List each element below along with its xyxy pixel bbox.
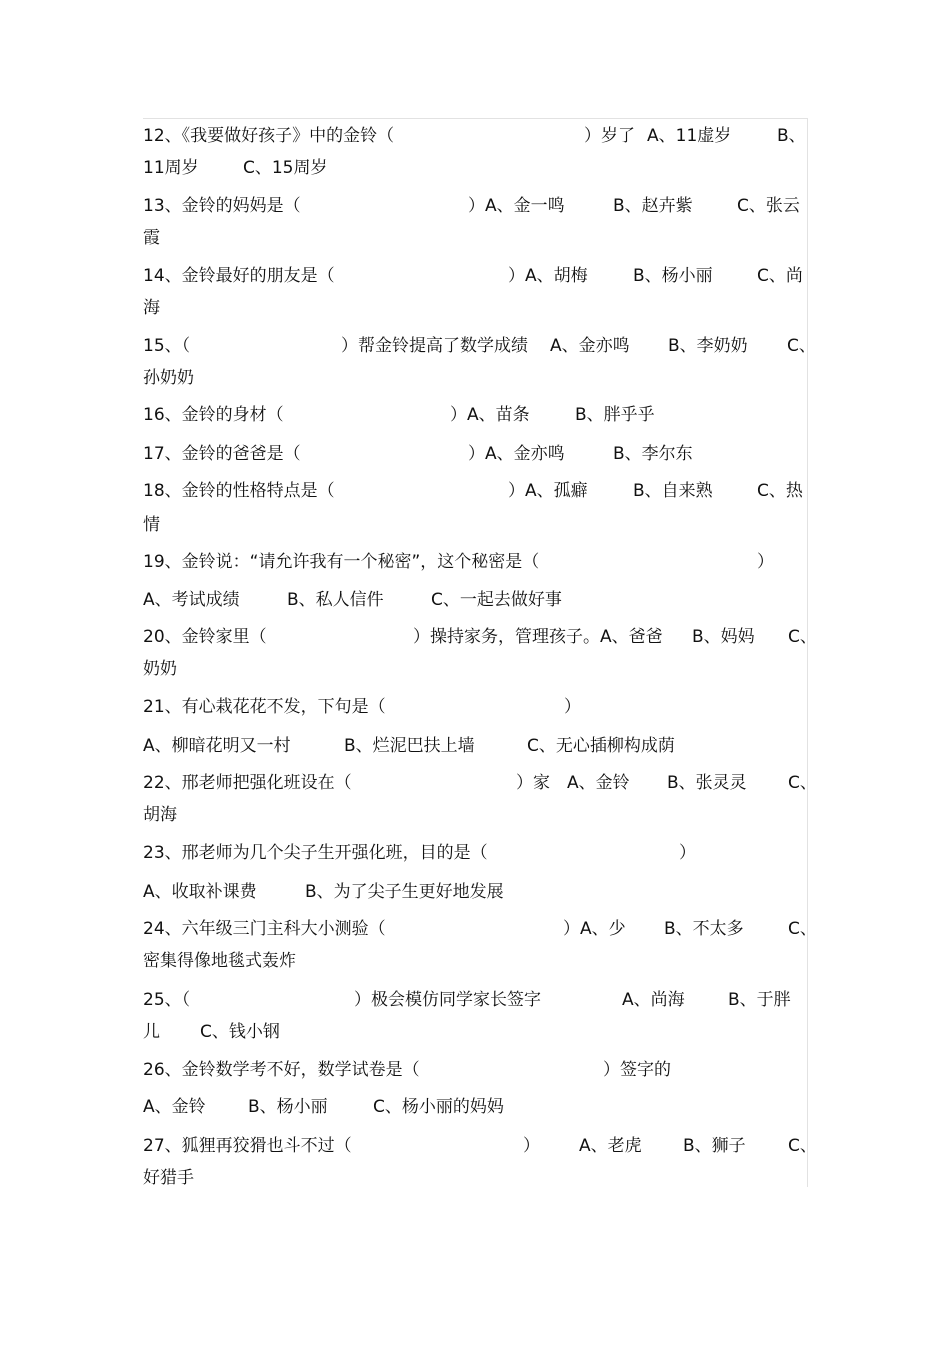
text-segment: C、张云	[737, 196, 800, 216]
text-segment: 霞	[143, 228, 160, 248]
text-segment: 25、（	[143, 990, 191, 1010]
text-segment: C、钱小钢	[200, 1022, 280, 1042]
text-segment: B、胖乎乎	[575, 405, 655, 425]
text-segment: ）A、金亦鸣	[468, 444, 565, 464]
text-segment: 密集得像地毯式轰炸	[143, 951, 296, 971]
text-segment: B、杨小丽	[633, 266, 713, 286]
text-segment: 情	[143, 515, 160, 535]
text-segment: 12、《我要做好孩子》中的金铃（	[143, 126, 395, 146]
text-segment: 胡海	[143, 805, 177, 825]
text-segment: ）	[564, 697, 581, 717]
text-segment: A、老虎	[579, 1136, 642, 1156]
text-segment: B、杨小丽	[248, 1097, 328, 1117]
text-segment: C、	[788, 773, 817, 793]
text-segment: B、私人信件	[287, 590, 384, 610]
text-segment: B、自来熟	[633, 481, 713, 501]
text-segment: B、狮子	[683, 1136, 746, 1156]
text-segment: 17、金铃的爸爸是（	[143, 444, 301, 464]
text-segment: B、不太多	[664, 919, 744, 939]
text-segment: 11周岁	[143, 158, 199, 178]
text-segment: B、妈妈	[692, 627, 755, 647]
text-segment: 15、（	[143, 336, 191, 356]
text-segment: C、无心插柳构成荫	[527, 736, 675, 756]
text-segment: C、	[788, 1136, 817, 1156]
text-segment: ）	[523, 1136, 540, 1156]
text-segment: ）帮金铃提高了数学成绩	[341, 336, 528, 356]
text-segment: 海	[143, 298, 160, 318]
text-segment: ）A、胡梅	[508, 266, 588, 286]
text-segment: ）	[679, 843, 696, 863]
text-segment: 19、金铃说：“请允许我有一个秘密”，这个秘密是（	[143, 552, 540, 572]
text-segment: 16、金铃的身材（	[143, 405, 284, 425]
text-segment: C、热	[757, 481, 803, 501]
text-segment: ）操持家务，管理孩子。A、爸爸	[413, 627, 663, 647]
text-segment: ）家	[516, 773, 550, 793]
text-segment: 26、金铃数学考不好，数学试卷是（	[143, 1060, 420, 1080]
text-segment: B、	[777, 126, 806, 146]
text-segment: ）岁了	[584, 126, 635, 146]
text-segment: A、金亦鸣	[550, 336, 630, 356]
text-segment: C、	[788, 919, 817, 939]
text-segment: ）A、少	[563, 919, 626, 939]
text-segment: 奶奶	[143, 659, 177, 679]
text-segment: A、金铃	[567, 773, 630, 793]
text-segment: 22、邢老师把强化班设在（	[143, 773, 352, 793]
text-segment: 21、有心栽花花不发，下句是（	[143, 697, 386, 717]
text-segment: B、张灵灵	[667, 773, 747, 793]
text-segment: 20、金铃家里（	[143, 627, 267, 647]
text-segment: A、金铃	[143, 1097, 206, 1117]
text-segment: A、考试成绩	[143, 590, 240, 610]
text-segment: C、杨小丽的妈妈	[373, 1097, 504, 1117]
text-segment: ）A、孤癖	[508, 481, 588, 501]
text-segment: 23、邢老师为几个尖子生开强化班，目的是（	[143, 843, 488, 863]
text-segment: ）极会模仿同学家长签字	[354, 990, 541, 1010]
text-segment: A、柳暗花明又一村	[143, 736, 291, 756]
text-segment: B、李尔东	[613, 444, 693, 464]
text-segment: A、尚海	[622, 990, 685, 1010]
text-segment: C、	[787, 336, 816, 356]
text-segment: 好猎手	[143, 1168, 194, 1188]
text-segment: 14、金铃最好的朋友是（	[143, 266, 335, 286]
text-segment: C、15周岁	[243, 158, 328, 178]
text-segment: ）A、苗条	[450, 405, 530, 425]
text-segment: B、为了尖子生更好地发展	[305, 882, 504, 902]
text-segment: A、11虚岁	[647, 126, 732, 146]
text-segment: ）	[757, 552, 774, 572]
text-segment: B、李奶奶	[668, 336, 748, 356]
text-segment: 24、六年级三门主科大小测验（	[143, 919, 386, 939]
text-segment: C、一起去做好事	[431, 590, 562, 610]
text-segment: C、	[788, 627, 817, 647]
text-segment: 孙奶奶	[143, 368, 194, 388]
text-segment: B、赵卉紫	[613, 196, 693, 216]
text-segment: A、收取补课费	[143, 882, 257, 902]
text-segment: ）签字的	[603, 1060, 671, 1080]
text-segment: C、尚	[757, 266, 803, 286]
text-segment: 儿	[143, 1022, 160, 1042]
text-segment: ）A、金一鸣	[468, 196, 565, 216]
text-segment: 13、金铃的妈妈是（	[143, 196, 301, 216]
text-segment: 27、狐狸再狡猾也斗不过（	[143, 1136, 352, 1156]
text-segment: B、烂泥巴扶上墙	[344, 736, 475, 756]
text-segment: B、于胖	[728, 990, 791, 1010]
text-segment: 18、金铃的性格特点是（	[143, 481, 335, 501]
